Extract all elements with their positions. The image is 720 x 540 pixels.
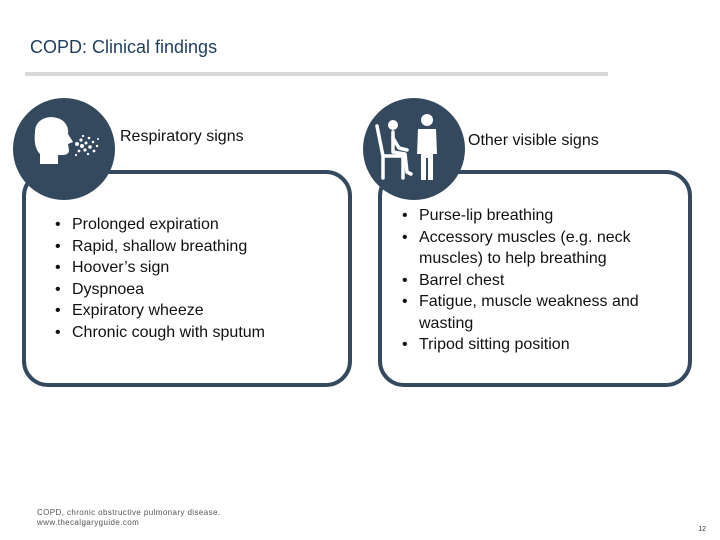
other-visible-signs-list — [395, 205, 685, 356]
other-visible-signs-heading: Other visible signs — [468, 132, 599, 149]
list-item: • Purse-lip breathing — [395, 205, 685, 227]
other-signs-icon-badge — [363, 98, 465, 200]
title-rule — [25, 72, 608, 76]
list-item: • Accessory muscles (e.g. neck muscles) to help breathing — [395, 227, 685, 270]
list-item: • Dyspnoea — [48, 279, 348, 301]
seated-and-standing-person-icon — [363, 98, 465, 200]
respiratory-icon-badge — [13, 98, 115, 200]
respiratory-signs-list — [48, 214, 348, 343]
slide-title: COPD: Clinical findings — [30, 37, 218, 57]
list-item: • Rapid, shallow breathing — [48, 236, 348, 258]
list-item: • Expiratory wheeze — [48, 300, 348, 322]
list-item: • Chronic cough with sputum — [48, 322, 348, 344]
footnote — [37, 508, 220, 528]
list-item: • Hoover’s sign — [48, 257, 348, 279]
footnote-abbreviation: COPD, chronic obstructive pulmonary disease. — [37, 508, 221, 517]
list-item: • Barrel chest — [395, 270, 685, 292]
page-number: 12 — [698, 526, 706, 533]
footnote-source-link[interactable]: www.thecalgaryguide.com — [37, 518, 140, 527]
coughing-head-icon — [13, 98, 115, 200]
list-item: • Prolonged expiration — [48, 214, 348, 236]
respiratory-signs-heading: Respiratory signs — [120, 128, 244, 145]
list-item: • Fatigue, muscle weakness and wasting — [395, 291, 685, 334]
list-item: • Tripod sitting position — [395, 334, 685, 356]
